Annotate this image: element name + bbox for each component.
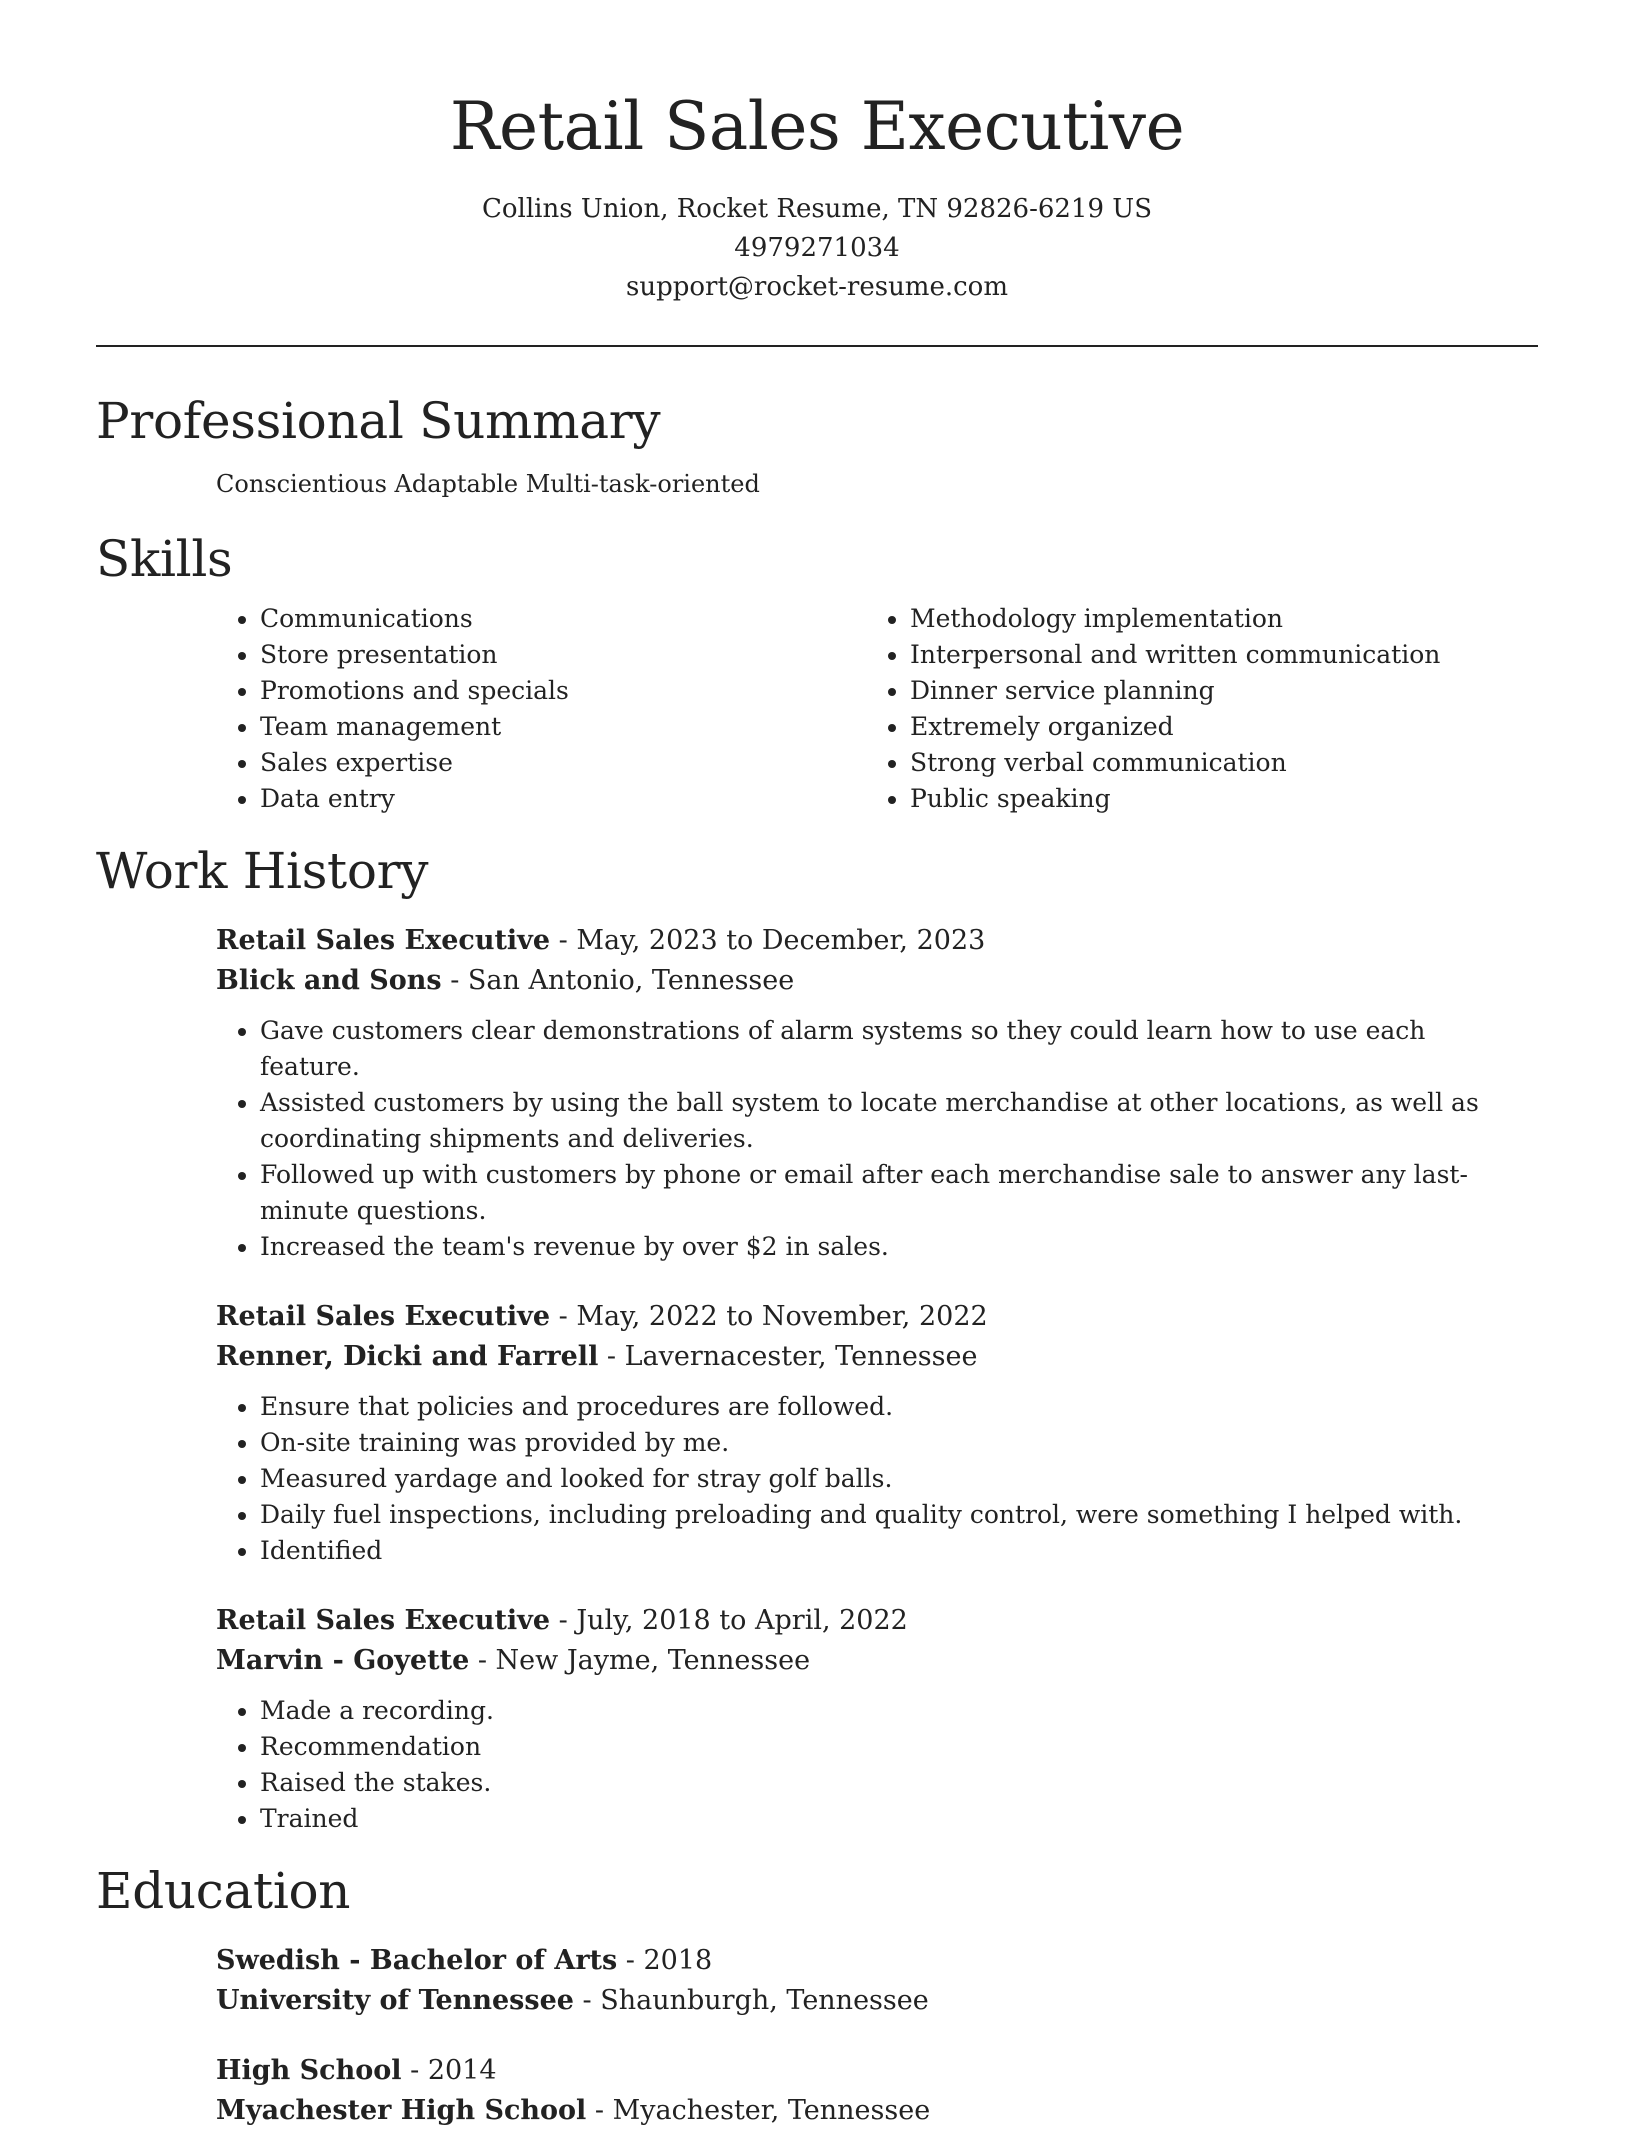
education-location: - Myachester, Tennessee	[586, 2095, 931, 2126]
job-dates: - May, 2023 to December, 2023	[550, 925, 986, 956]
duty-item: • Assisted customers by using the ball system to locate merchandise at other locations, as well as coordinating shipments and deliveries.	[260, 1085, 1500, 1157]
job-company: Renner, Dicki and Farrell	[216, 1341, 599, 1372]
job-duties	[216, 1389, 1500, 1569]
job-role: Retail Sales Executive	[216, 925, 551, 956]
skill-item: • Dinner service planning	[910, 673, 1440, 709]
skills-list	[216, 601, 1538, 817]
duty-item: • Ensure that policies and procedures are followed.	[260, 1389, 1500, 1425]
education-school: Myachester High School	[216, 2095, 587, 2126]
education-school-line	[216, 2091, 1538, 2131]
summary-text: Conscientious Adaptable Multi-task-oriented	[216, 470, 760, 498]
education-school: University of Tennessee	[216, 1985, 574, 2016]
skill-item: • Communications	[260, 601, 866, 637]
duty-item: • Daily fuel inspections, including preloading and quality control, were something I helped with.	[260, 1497, 1500, 1533]
education-heading: Education	[96, 1862, 351, 1920]
email: support@rocket-resume.com	[625, 272, 1008, 302]
duty-item: • Measured yardage and looked for stray golf balls.	[260, 1461, 1500, 1497]
education-degree-line	[216, 2051, 1538, 2091]
skill-item: • Interpersonal and written communication	[910, 637, 1440, 673]
education-year: - 2018	[617, 1945, 713, 1976]
education-degree: Swedish - Bachelor of Arts	[216, 1945, 618, 1976]
job-title-line	[216, 1601, 1538, 1641]
duty-item: • On-site training was provided by me.	[260, 1425, 1500, 1461]
duty-item: • Made a recording.	[260, 1693, 1500, 1729]
skill-item: • Extremely organized	[910, 709, 1440, 745]
job-duties	[216, 1013, 1500, 1265]
job-role: Retail Sales Executive	[216, 1605, 551, 1636]
job-role: Retail Sales Executive	[216, 1301, 551, 1332]
job-location: - New Jayme, Tennessee	[469, 1645, 811, 1676]
duty-item: • Recommendation	[260, 1729, 1500, 1765]
skill-item: • Promotions and specials	[260, 673, 866, 709]
education-location: - Shaunburgh, Tennessee	[573, 1985, 929, 2016]
work-history-heading: Work History	[96, 842, 429, 900]
job-company: Marvin - Goyette	[216, 1645, 470, 1676]
skill-item: • Sales expertise	[260, 745, 866, 781]
job-company-line	[216, 1337, 1538, 1377]
skill-item: • Strong verbal communication	[910, 745, 1440, 781]
resume-header	[96, 0, 1538, 307]
duty-item: • Trained	[260, 1801, 1500, 1837]
job-company-line	[216, 1641, 1538, 1681]
skill-item: • Public speaking	[910, 781, 1440, 817]
resume-page	[96, 0, 1538, 2131]
skills-column-left	[216, 601, 866, 817]
contact-block	[96, 190, 1538, 307]
skill-item: • Data entry	[260, 781, 866, 817]
job-location: - Lavernacester, Tennessee	[598, 1341, 978, 1372]
skill-item: • Store presentation	[260, 637, 866, 673]
job-entry	[216, 921, 1538, 1265]
job-company-line	[216, 961, 1538, 1001]
job-entry	[216, 1297, 1538, 1569]
education-entry	[216, 1941, 1538, 2021]
duty-item: • Raised the stakes.	[260, 1765, 1500, 1801]
job-entry	[216, 1601, 1538, 1837]
job-dates: - May, 2022 to November, 2022	[550, 1301, 988, 1332]
address: Collins Union, Rocket Resume, TN 92826-6219 US	[481, 194, 1153, 224]
duty-item: • Gave customers clear demonstrations of alarm systems so they could learn how to use each feature.	[260, 1013, 1500, 1085]
skill-item: • Methodology implementation	[910, 601, 1440, 637]
education-year: - 2014	[401, 2055, 497, 2086]
job-title-line	[216, 1297, 1538, 1337]
job-dates: - July, 2018 to April, 2022	[550, 1605, 908, 1636]
education-entry	[216, 2051, 1538, 2131]
phone: 4979271034	[734, 233, 900, 263]
job-title-line	[216, 921, 1538, 961]
skills-heading: Skills	[96, 530, 233, 588]
job-company: Blick and Sons	[216, 965, 442, 996]
duty-item: • Followed up with customers by phone or email after each merchandise sale to answer any last-minute questions.	[260, 1157, 1500, 1229]
duty-item: • Identified	[260, 1533, 1500, 1569]
job-location: - San Antonio, Tennessee	[441, 965, 795, 996]
education-degree: High School	[216, 2055, 402, 2086]
skills-column-right	[866, 601, 1440, 817]
job-duties	[216, 1693, 1500, 1837]
summary-heading: Professional Summary	[96, 392, 661, 450]
candidate-name: Retail Sales Executive	[449, 88, 1185, 165]
skill-item: • Team management	[260, 709, 866, 745]
education-degree-line	[216, 1941, 1538, 1981]
header-divider	[96, 345, 1538, 347]
education-school-line	[216, 1981, 1538, 2021]
duty-item: • Increased the team's revenue by over $2 in sales.	[260, 1229, 1500, 1265]
